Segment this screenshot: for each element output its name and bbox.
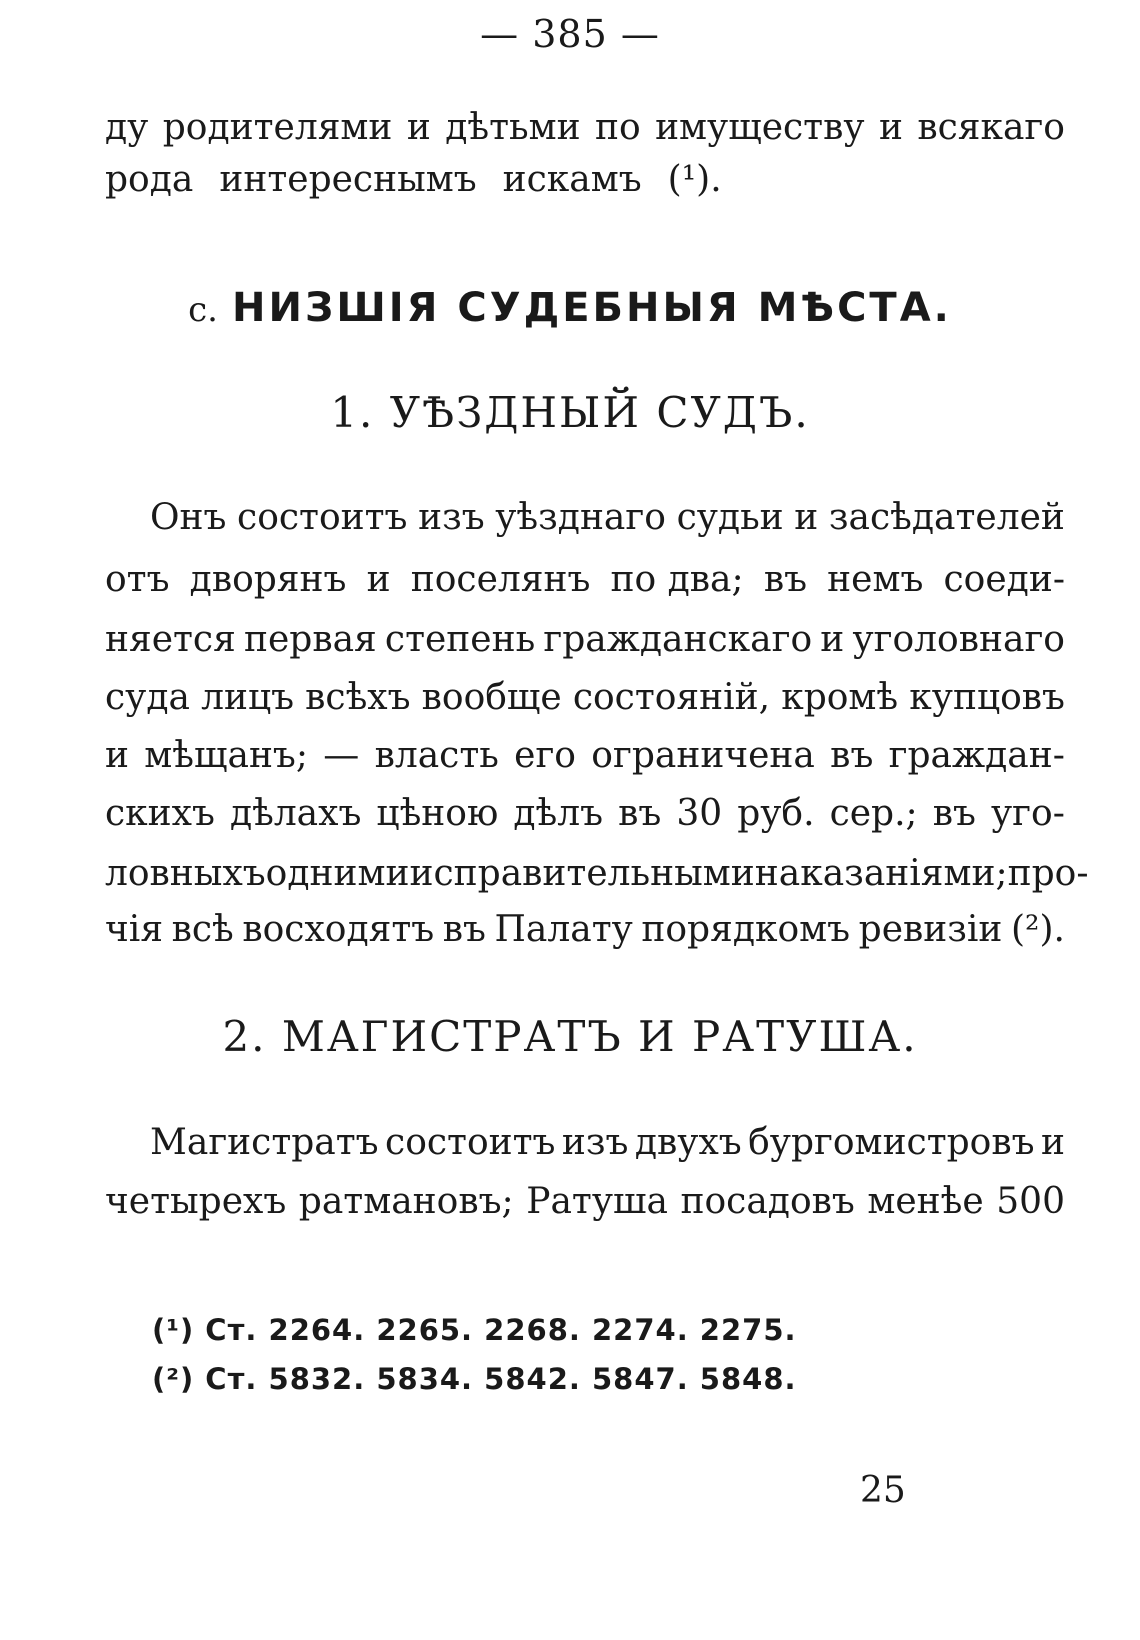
text-line (105, 853, 1089, 894)
word: состояній, (572, 677, 771, 718)
text-line (150, 497, 1065, 538)
word: власть (374, 735, 499, 776)
word: всѣхъ (305, 677, 411, 718)
word: 30 (676, 793, 723, 834)
word: Ратуша (526, 1181, 668, 1222)
signature-mark: 25 (860, 1470, 906, 1511)
word: Палату (494, 909, 633, 950)
word: поселянъ (410, 559, 591, 600)
word: сер.; (829, 793, 918, 834)
word: имуществу (655, 107, 865, 148)
section-title: НИЗШІЯ СУДЕБНЫЯ МѢСТА. (231, 285, 952, 331)
word: родителями (162, 107, 393, 148)
subsection-2-title: 2. МАГИСТРАТЪ И РАТУША. (222, 1012, 918, 1061)
word: немъ (827, 559, 924, 600)
page-number-header: — 385 — (480, 12, 660, 56)
word: чія (105, 909, 164, 950)
word: въ (618, 793, 662, 834)
footnote-1: (¹) Ст. 2264. 2265. 2268. 2274. 2275. (152, 1313, 797, 1347)
word: изъ (561, 1122, 629, 1163)
word: изъ (418, 497, 485, 538)
text-line (105, 619, 1065, 660)
section-heading-c (0, 285, 1140, 331)
word: мѣщанъ; (144, 735, 308, 776)
text-line (105, 559, 1065, 600)
word: двухъ (634, 1122, 742, 1163)
word: уго- (990, 793, 1065, 834)
word: Онъ (150, 497, 227, 538)
word: цѣною (376, 793, 499, 834)
word: наказаніями; (754, 853, 1008, 894)
word: уѣзднаго (495, 497, 666, 538)
word: (¹). (667, 159, 722, 200)
subsection-1-title: 1. УѢЗДНЫЙ СУДЪ. (330, 388, 810, 437)
text-line (105, 677, 1065, 718)
word: и (105, 735, 129, 776)
word: всѣ (171, 909, 234, 950)
word: купцовъ (909, 677, 1065, 718)
word: про- (1007, 853, 1089, 894)
word: ловныхъ (105, 853, 266, 894)
word: исправительными (409, 853, 755, 894)
word: состоитъ (385, 1122, 556, 1163)
word: порядкомъ (641, 909, 851, 950)
word: лицъ (201, 677, 295, 718)
word: дѣлахъ (229, 793, 362, 834)
word: руб. (737, 793, 815, 834)
word: его (514, 735, 576, 776)
text-line (105, 159, 1065, 200)
word: искамъ (502, 159, 642, 200)
text-line (105, 735, 1065, 776)
word: гражданскаго (543, 619, 813, 660)
word: по два; (610, 559, 744, 600)
word: 500 (996, 1181, 1065, 1222)
word: и (1040, 1122, 1065, 1163)
word: скихъ (105, 793, 215, 834)
word: въ (442, 909, 486, 950)
word: въ (763, 559, 807, 600)
word: ограничена (591, 735, 815, 776)
word: дѣлъ (513, 793, 604, 834)
word: граждан- (888, 735, 1065, 776)
word: интереснымъ (219, 159, 477, 200)
word: состоитъ (237, 497, 408, 538)
word: соеди- (943, 559, 1065, 600)
word: степень (384, 619, 536, 660)
word: первая (243, 619, 377, 660)
word: и (794, 497, 819, 538)
text-line (105, 793, 1065, 834)
text-line (105, 107, 1065, 148)
word: — (323, 735, 360, 776)
word: четырехъ (105, 1181, 287, 1222)
word: судьи (676, 497, 784, 538)
word: по (595, 107, 641, 148)
word: восходятъ (242, 909, 435, 950)
word: и (366, 559, 391, 600)
word: няется (105, 619, 236, 660)
word: (²). (1011, 909, 1065, 950)
word: въ (932, 793, 976, 834)
text-line (150, 1122, 1065, 1163)
text-line (105, 1181, 1065, 1222)
word: кромѣ (781, 677, 899, 718)
word: вообще (421, 677, 562, 718)
word: отъ (105, 559, 170, 600)
word: ревизіи (858, 909, 1003, 950)
word: ратмановъ; (298, 1181, 514, 1222)
word: въ (830, 735, 874, 776)
footnote-2: (²) Ст. 5832. 5834. 5842. 5847. 5848. (152, 1362, 797, 1396)
word: всякаго (917, 107, 1065, 148)
word: и (406, 107, 431, 148)
word: дворянъ (189, 559, 347, 600)
word: рода (105, 159, 194, 200)
section-letter: с. (188, 290, 218, 330)
word: и (820, 619, 845, 660)
word: засѣдателей (828, 497, 1065, 538)
word: уголовнаго (852, 619, 1065, 660)
word: и (878, 107, 903, 148)
word: посадовъ (680, 1181, 855, 1222)
text-line (105, 909, 1065, 950)
word: бургомистровъ (748, 1122, 1035, 1163)
word: ду (105, 107, 149, 148)
word: дѣтьми (445, 107, 581, 148)
word: Магистратъ (150, 1122, 379, 1163)
word: менѣе (867, 1181, 984, 1222)
word: суда (105, 677, 190, 718)
word: одними (265, 853, 410, 894)
